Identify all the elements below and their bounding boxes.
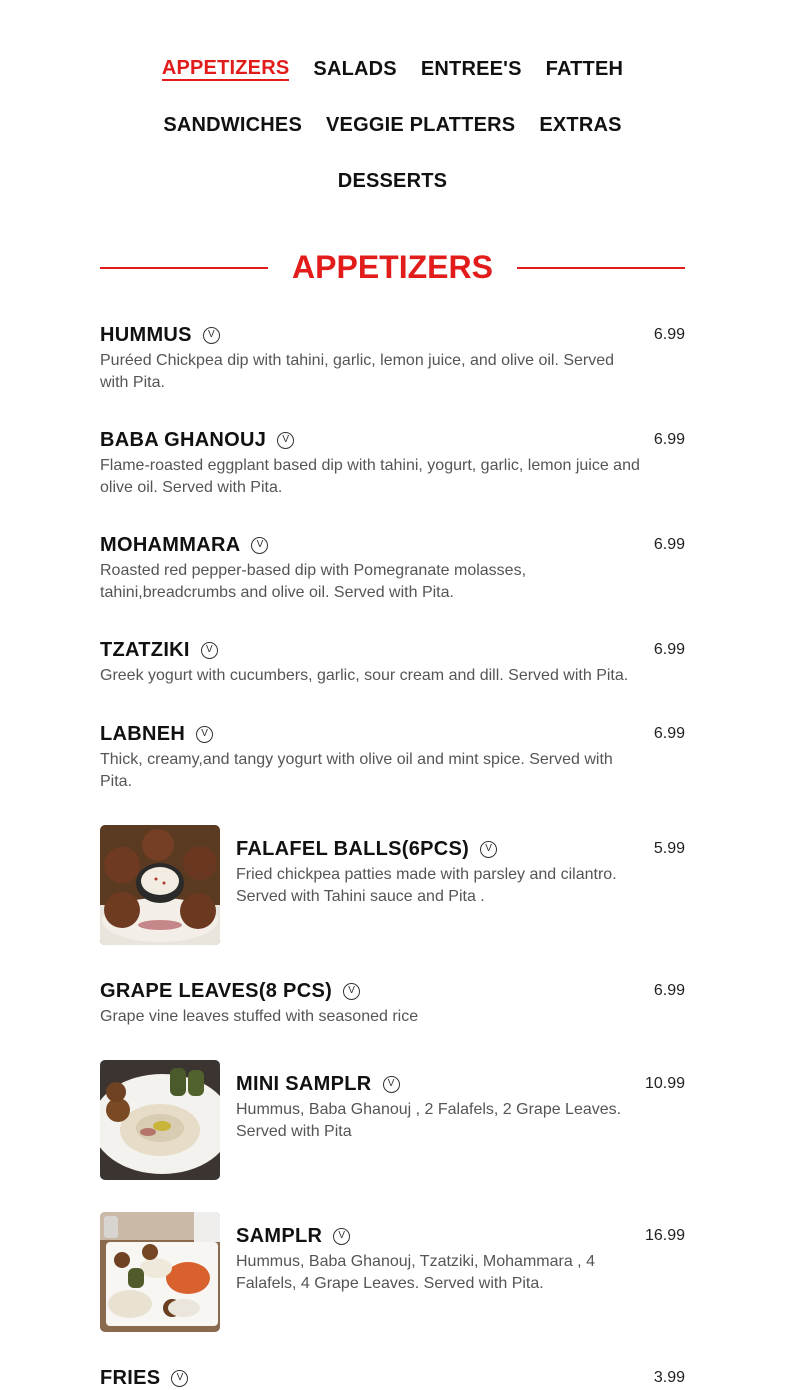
vegetarian-icon: V bbox=[343, 983, 360, 1000]
item-description: Flame-roasted eggplant based dip with tahini, yogurt, garlic, lemon juice and olive oil. Served with Pita. bbox=[100, 457, 640, 496]
category-salads[interactable]: SALADS bbox=[313, 58, 397, 80]
item-name-row bbox=[236, 838, 685, 860]
category-extras[interactable]: EXTRAS bbox=[539, 114, 622, 136]
heading-rule-right bbox=[517, 267, 685, 269]
item-name-row bbox=[100, 980, 685, 1002]
category-sandwiches[interactable]: SANDWICHES bbox=[163, 114, 302, 136]
category-veggie-platters[interactable]: VEGGIE PLATTERS bbox=[326, 114, 516, 136]
menu-item-labneh[interactable] bbox=[100, 723, 685, 793]
item-name-row bbox=[100, 723, 685, 745]
item-price: 6.99 bbox=[653, 536, 685, 553]
item-description: Puréed Chickpea dip with tahini, garlic, lemon juice, and olive oil. Served with Pita. bbox=[100, 352, 615, 391]
section-heading bbox=[100, 248, 685, 288]
vegetarian-icon: V bbox=[333, 1228, 350, 1245]
item-price: 6.99 bbox=[653, 431, 685, 448]
vegetarian-icon: V bbox=[196, 726, 213, 743]
menu-item-baba-ghanouj[interactable] bbox=[100, 429, 685, 499]
menu-item-samplr[interactable] bbox=[100, 1225, 685, 1295]
vegetarian-icon: V bbox=[480, 841, 497, 858]
category-fatteh[interactable]: FATTEH bbox=[545, 58, 624, 80]
item-name: LABNEH bbox=[100, 723, 186, 745]
menu-item-mini-samplr[interactable] bbox=[100, 1073, 685, 1143]
vegetarian-icon: V bbox=[171, 1370, 188, 1387]
item-name: MOHAMMARA bbox=[100, 534, 241, 556]
section-title: APPETIZERS bbox=[292, 249, 493, 285]
item-price: 16.99 bbox=[644, 1227, 685, 1244]
item-description: Roasted red pepper-based dip with Pomegranate molasses, tahini,breadcrumbs and olive oil. Served with Pita. bbox=[100, 562, 527, 601]
item-name: HUMMUS bbox=[100, 324, 192, 346]
item-name-row bbox=[100, 639, 685, 661]
item-name: FRIES bbox=[100, 1367, 161, 1389]
item-name: MINI SAMPLR bbox=[236, 1073, 372, 1095]
mini-samplr-photo bbox=[100, 1060, 220, 1180]
category-row bbox=[0, 57, 785, 81]
category-desserts[interactable]: DESSERTS bbox=[337, 170, 448, 192]
item-name: BABA GHANOUJ bbox=[100, 429, 267, 451]
item-name-row bbox=[100, 1367, 685, 1389]
item-description: Greek yogurt with cucumbers, garlic, sour cream and dill. Served with Pita. bbox=[100, 667, 629, 684]
category-row bbox=[0, 113, 785, 137]
item-price: 6.99 bbox=[653, 641, 685, 658]
menu-item-hummus[interactable] bbox=[100, 324, 685, 394]
falafel-photo bbox=[100, 825, 220, 945]
item-price: 6.99 bbox=[653, 725, 685, 742]
item-price: 3.99 bbox=[653, 1369, 685, 1386]
vegetarian-icon: V bbox=[251, 537, 268, 554]
vegetarian-icon: V bbox=[203, 327, 220, 344]
menu-item-mohammara[interactable] bbox=[100, 534, 685, 604]
item-description: Fried chickpea patties made with parsley and cilantro. Served with Tahini sauce and Pita . bbox=[236, 866, 617, 905]
category-entrees[interactable]: ENTREE'S bbox=[420, 58, 522, 80]
menu-item-tzatziki[interactable] bbox=[100, 639, 685, 687]
item-description: Grape vine leaves stuffed with seasoned rice bbox=[100, 1008, 419, 1025]
item-description: Hummus, Baba Ghanouj, Tzatziki, Mohammara , 4 Falafels, 4 Grape Leaves. Served with Pita. bbox=[236, 1253, 595, 1292]
item-name-row bbox=[236, 1073, 685, 1095]
menu-item-falafel-balls[interactable] bbox=[100, 838, 685, 908]
samplr-photo bbox=[100, 1212, 220, 1332]
item-description: Thick, creamy,and tangy yogurt with olive oil and mint spice. Served with Pita. bbox=[100, 751, 613, 790]
category-appetizers[interactable]: APPETIZERS bbox=[161, 57, 290, 79]
item-price: 10.99 bbox=[644, 1075, 685, 1092]
item-price: 6.99 bbox=[653, 326, 685, 343]
item-name-row bbox=[236, 1225, 685, 1247]
item-name-row bbox=[100, 429, 685, 451]
category-row bbox=[0, 169, 785, 193]
item-name: GRAPE LEAVES(8 PCS) bbox=[100, 980, 333, 1002]
vegetarian-icon: V bbox=[277, 432, 294, 449]
menu-item-grape-leaves[interactable] bbox=[100, 980, 685, 1028]
menu-item-fries[interactable] bbox=[100, 1367, 685, 1389]
item-name-row bbox=[100, 534, 685, 556]
item-price: 5.99 bbox=[653, 840, 685, 857]
item-name: FALAFEL BALLS(6PCS) bbox=[236, 838, 470, 860]
vegetarian-icon: V bbox=[383, 1076, 400, 1093]
item-name-row bbox=[100, 324, 685, 346]
item-name: SAMPLR bbox=[236, 1225, 323, 1247]
item-name: TZATZIKI bbox=[100, 639, 190, 661]
vegetarian-icon: V bbox=[201, 642, 218, 659]
item-description: Hummus, Baba Ghanouj , 2 Falafels, 2 Grape Leaves. Served with Pita bbox=[236, 1101, 622, 1140]
item-price: 6.99 bbox=[653, 982, 685, 999]
